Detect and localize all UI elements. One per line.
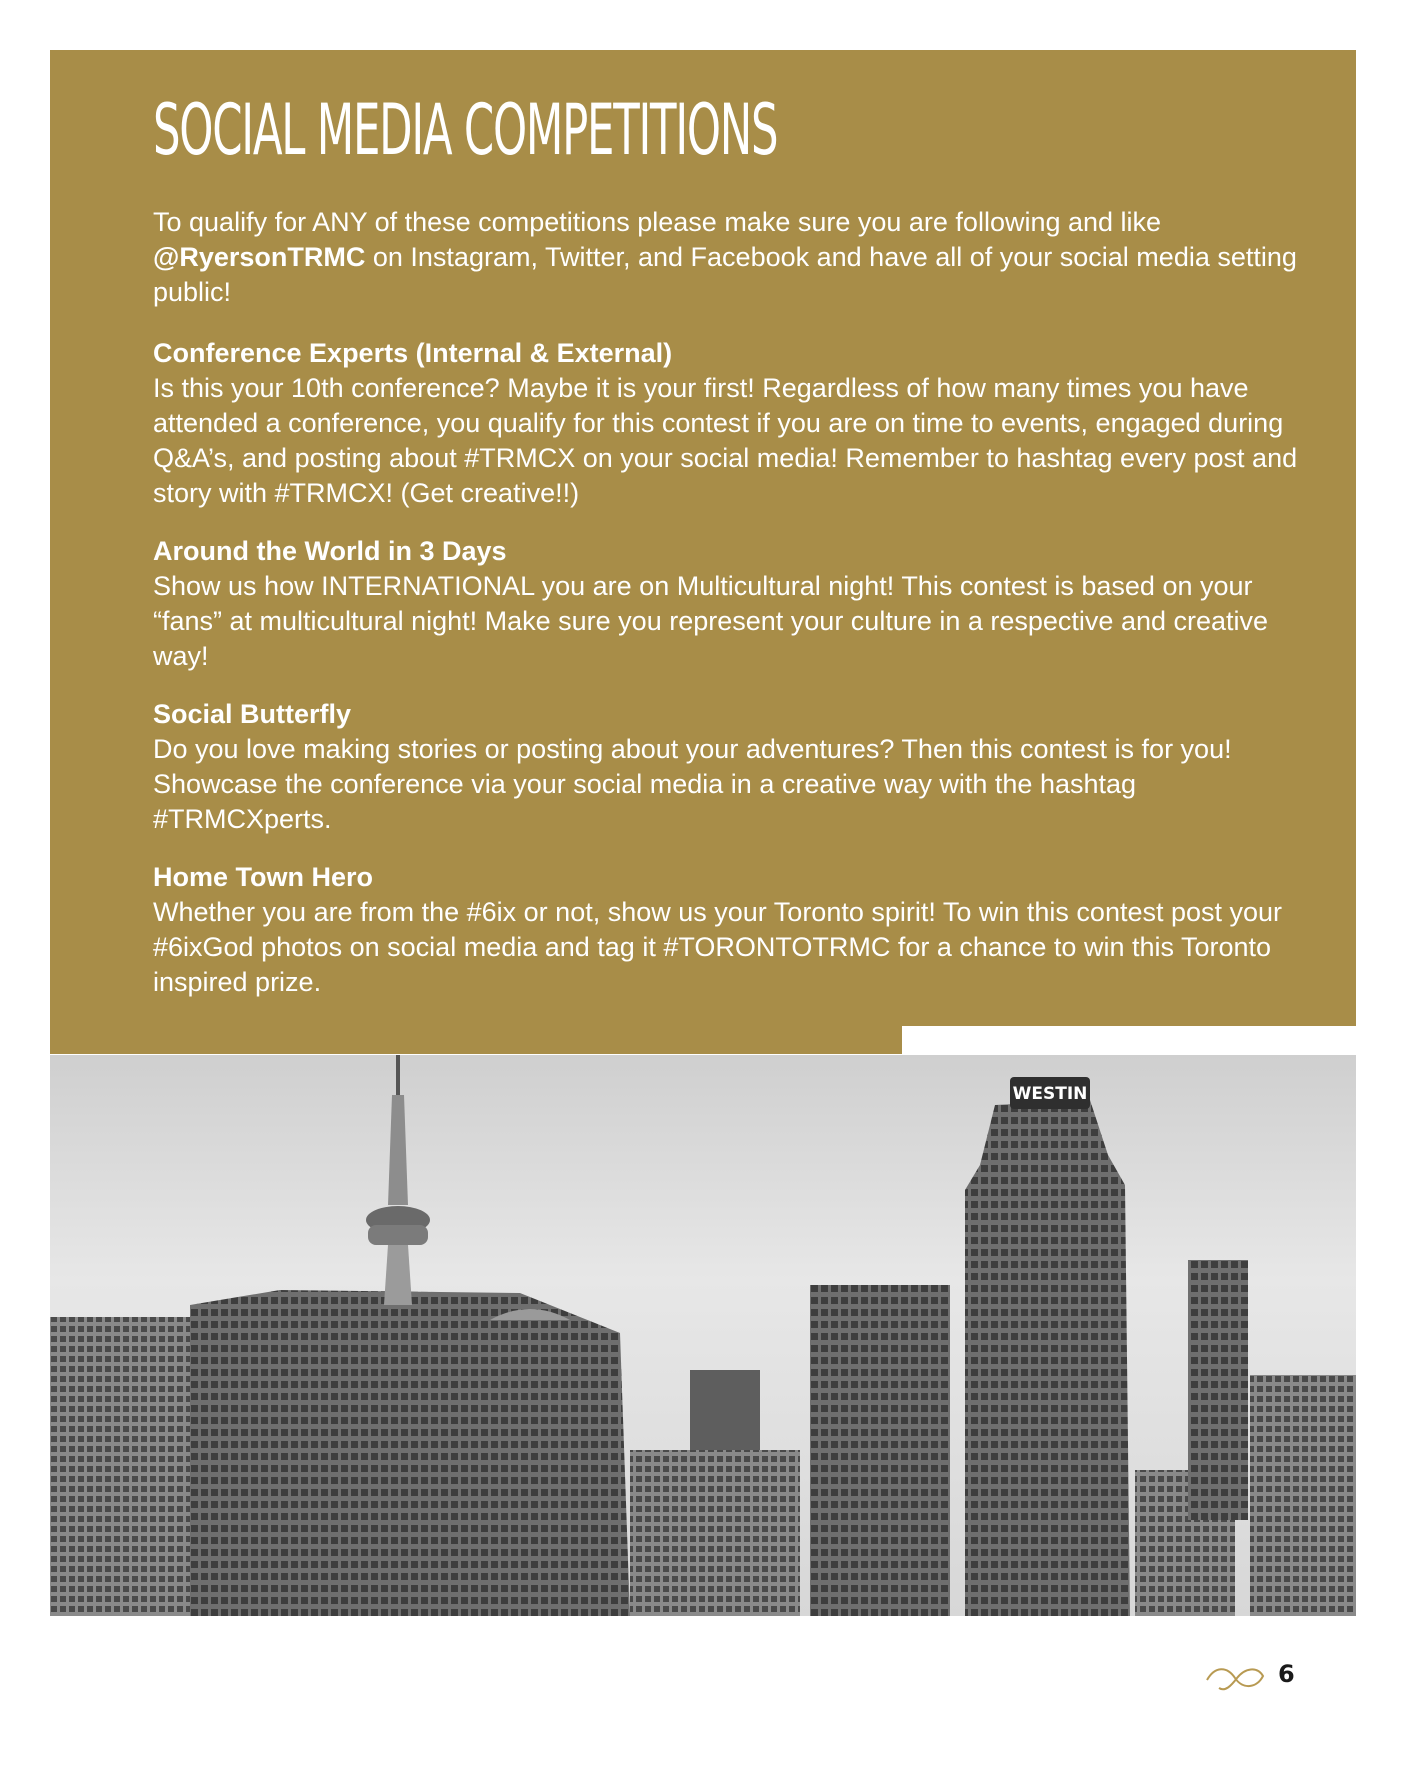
cn-tower xyxy=(366,1055,430,1305)
left-tower xyxy=(50,1317,190,1616)
infinity-flourish-icon xyxy=(1205,1662,1267,1692)
contest-section-home-town-hero xyxy=(153,860,1303,1000)
skyline-illustration xyxy=(50,1055,1356,1616)
page-number: 6 xyxy=(1278,1660,1295,1688)
instagram-handle: @RyersonTRMC xyxy=(153,242,366,272)
contest-section-around-the-world xyxy=(153,534,1303,674)
panel-notch xyxy=(902,1026,1356,1058)
curved-building xyxy=(190,1290,630,1616)
contest-heading: Around the World in 3 Days xyxy=(153,536,507,566)
contest-body: Do you love making stories or posting about your adventures? Then this contest is for you! Showcase the conference via your social media in a creative way with the hashtag #TRMCXperts. xyxy=(153,734,1232,834)
contest-body: Whether you are from the #6ix or not, show us your Toronto spirit! To win this contest post your #6ixGod photos on social media and tag it #TORONTOTRMC for a chance to win this Toronto inspired prize. xyxy=(153,897,1283,997)
intro-text-after: on Instagram, Twitter, and Facebook and have all of your social media setting public! xyxy=(153,242,1297,307)
right-tower xyxy=(1188,1260,1248,1520)
contest-heading: Social Butterfly xyxy=(153,699,352,729)
centre-tower xyxy=(810,1285,950,1616)
intro-text-before: To qualify for ANY of these competitions please make sure you are following and like xyxy=(153,207,1162,237)
intro-paragraph xyxy=(153,205,1303,310)
mid-tower-top xyxy=(690,1370,760,1450)
mid-building xyxy=(630,1450,800,1616)
page-title: SOCIAL MEDIA COMPETITIONS xyxy=(153,89,778,171)
contest-body: Is this your 10th conference? Maybe it is your first! Regardless of how many times you have attended a conference, you qualify for this contest if you are on time to events, engaged during Q&A’s, and posting about #TRMCX on your social media! Remember to hashtag every post and story with #TRMCX! (Get creative!!) xyxy=(153,373,1298,508)
contest-body: Show us how INTERNATIONAL you are on Multicultural night! This contest is based on your “fans” at multicultural night! Make sure you represent your culture in a respective and creative way! xyxy=(153,571,1269,671)
far-right-building xyxy=(1250,1375,1356,1616)
contest-section-social-butterfly xyxy=(153,697,1303,837)
contest-heading: Home Town Hero xyxy=(153,862,374,892)
westin-sign: WESTIN xyxy=(1012,1084,1088,1104)
content-area xyxy=(153,205,1303,1023)
contest-section-conference-experts xyxy=(153,336,1303,511)
contest-heading: Conference Experts (Internal & External) xyxy=(153,338,673,368)
westin-tower xyxy=(965,1077,1130,1616)
toronto-skyline-photo xyxy=(50,1055,1356,1616)
